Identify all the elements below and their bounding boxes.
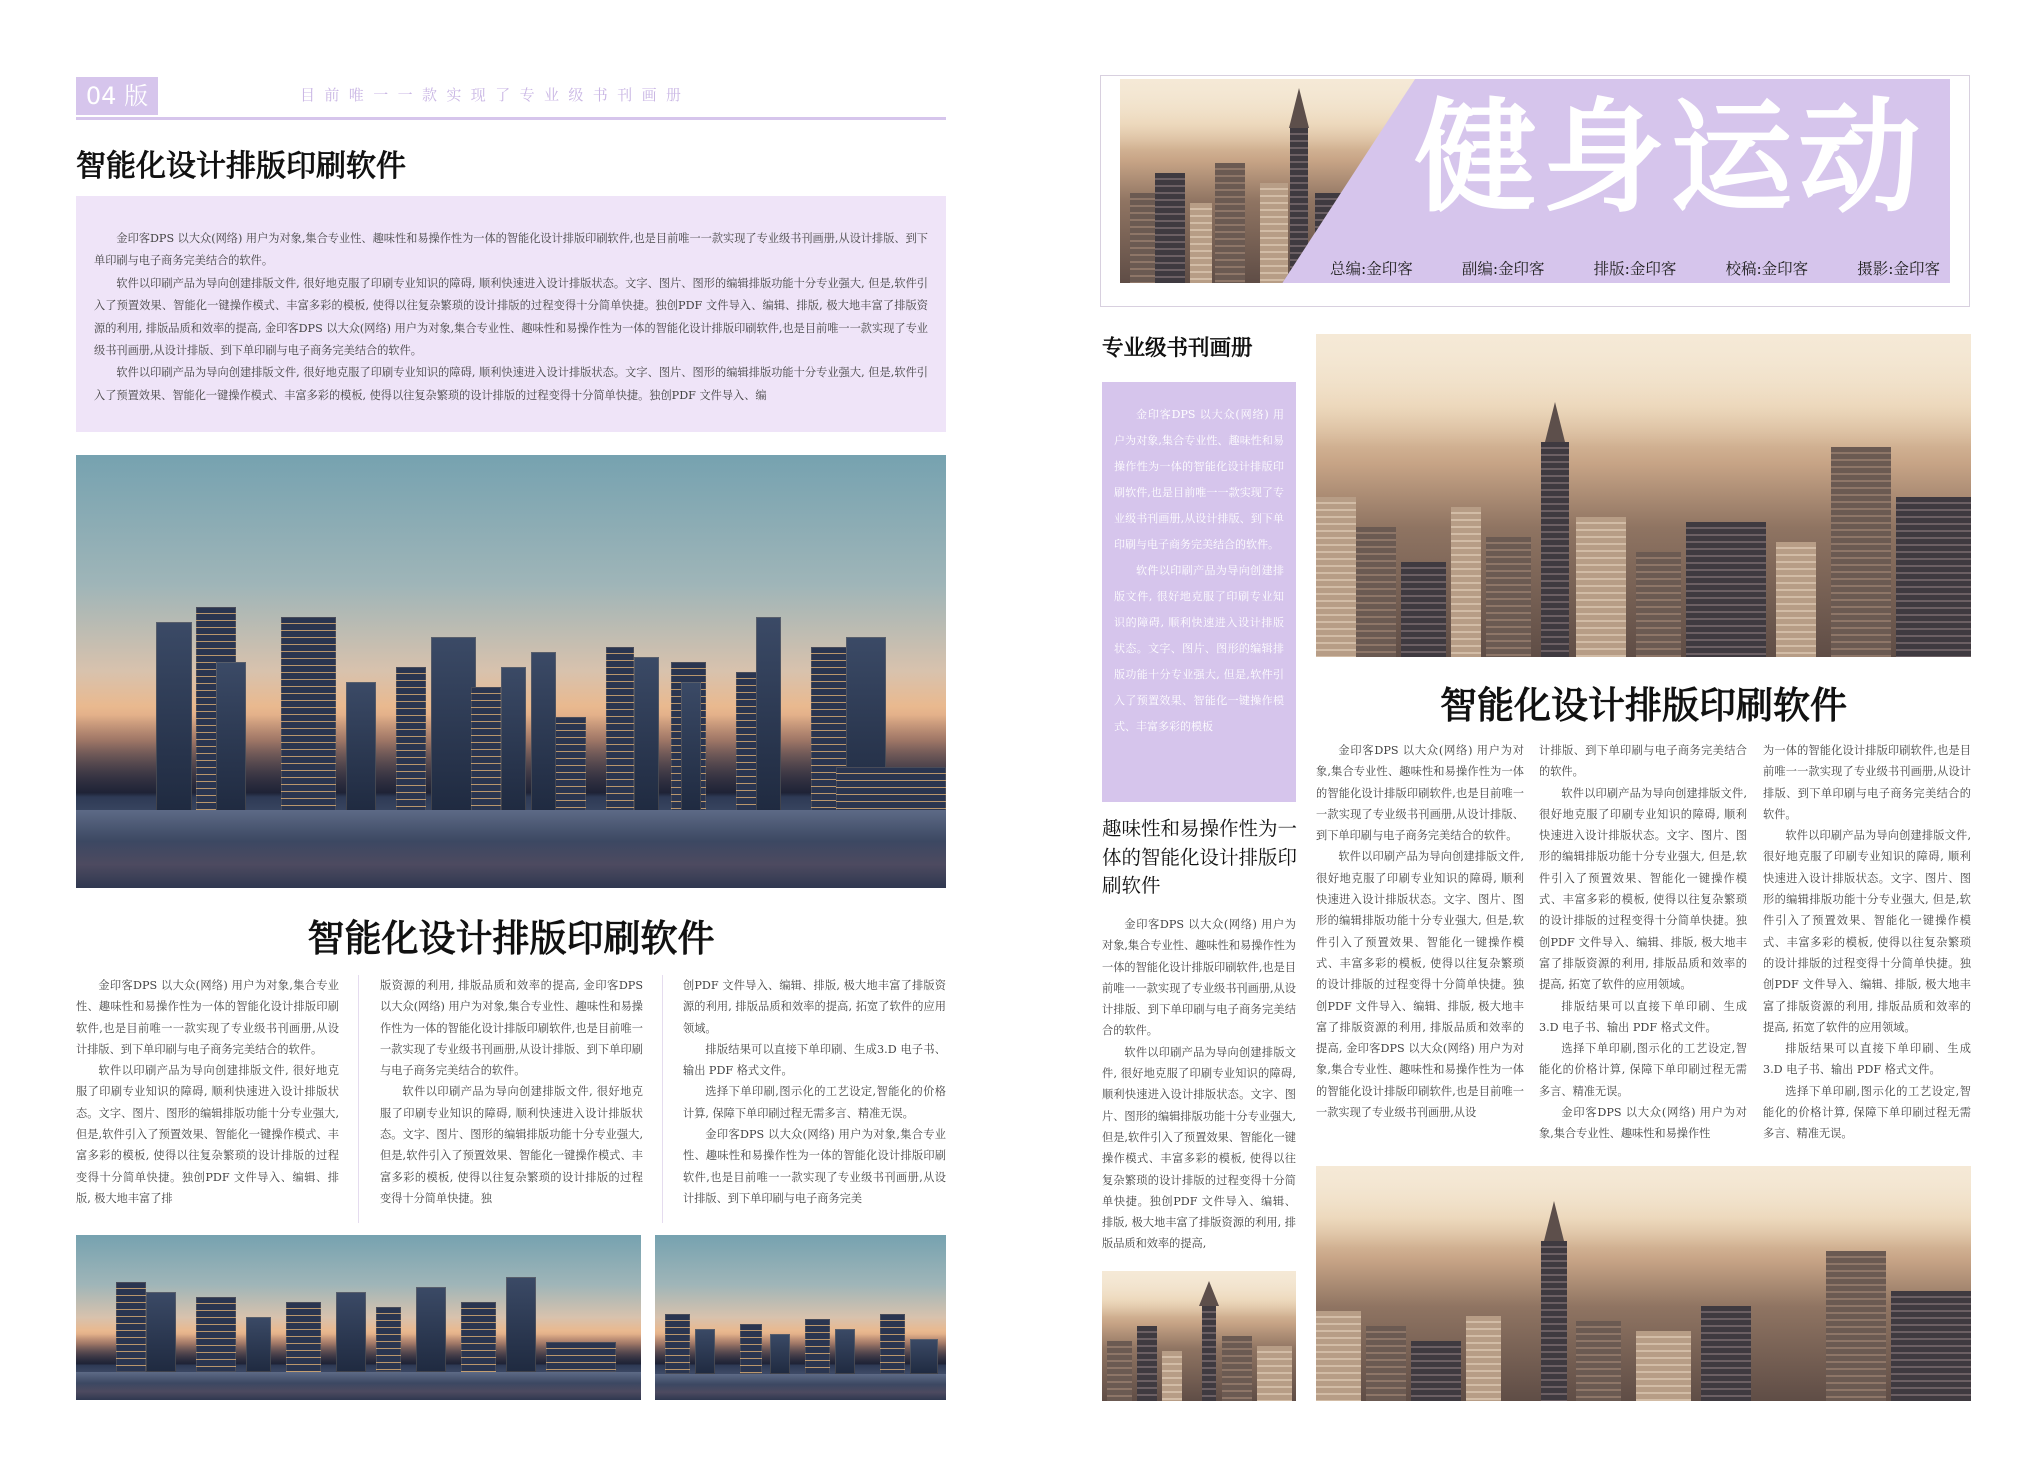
hero-skyline-photo [76,455,946,888]
paragraph: 金印客DPS 以大众(网络) 用户为对象,集合专业性、趣味性和易操作性 [1539,1106,1747,1141]
paragraph: 版资源的利用, 排版品质和效率的提高, 金印客DPS 以大众(网络) 用户为对象,集合专业性、趣味性和易操作性为一体的智能化设计排版印刷软件,也是目前唯一一款实现了专业级书刊画册,从设计排版、到下单印刷与电子商务完美结合的软件。 [380,979,643,1078]
paragraph: 金印客DPS 以大众(网络) 用户为对象,集合专业性、趣味性和易操作性为一体的智能化设计排版印刷软件,也是目前唯一一款实现了专业级书刊画册,从设计排版、到下单印刷与电子商务完美结合的软件。 [1316,744,1524,843]
sidebar-heading: 趣味性和易操作性为一体的智能化设计排版印刷软件 [1102,817,1298,897]
paragraph: 软件以印刷产品为导向创建排版文件, 很好地克服了印刷专业知识的障碍, 顺利快速进入设计排版状态。文字、图片、图形的编辑排版功能十分专业强大, 但是,软件引入了预置效果、智能化一键操作模式、丰富多彩的模板, 使得以往复杂繁琐的设计排版的过程变得十分简单快捷。独创PDF 文件导入、编辑、排版, 极大地丰富了排版资源的利用, 排版品质和效率的提高, 拓宽了软件的应用领域。 [1539,786,1747,992]
column-divider [358,975,359,1223]
column-divider [662,975,663,1223]
sidebar-box [1102,382,1296,802]
bottom-cityscape-photo [1316,1166,1971,1401]
paragraph: 排版结果可以直接下单印刷、生成3.D 电子书、输出 PDF 格式文件。 [1763,1042,1971,1077]
credit-editor-in-chief: 总编:金印客 [1330,260,1413,278]
paragraph: 软件以印刷产品为导向创建排版文件, 很好地克服了印刷专业知识的障碍, 顺利快速进入设计排版状态。文字、图片、图形的编辑排版功能十分专业强大, 但是,软件引入了预置效果、智能化一键操作模式、丰富多彩的模板, 使得以往复杂繁琐的设计排版的过程变得十分简单快捷。独创PDF 文件导入、编辑、排版, 极大地丰富了排版资源的利用, 排版品质和效率的提高, 拓宽了软件的应用领域。 [1763,829,1971,1034]
paragraph: 创PDF 文件导入、编辑、排版, 极大地丰富了排版资源的利用, 排版品质和效率的提高, 拓宽了软件的应用领域。 [683,979,946,1035]
paragraph: 选择下单印刷,图示化的工艺设定,智能化的价格计算, 保障下单印刷过程无需多言、精准无误。 [683,1085,946,1120]
paragraph: 金印客DPS 以大众(网络) 用户为对象,集合专业性、趣味性和易操作性为一体的智能化设计排版印刷软件,也是目前唯一一款实现了专业级书刊画册,从设计排版、到下单印刷与电子商务完美结合的软件。 [76,979,339,1056]
skyline-photo-small [655,1235,946,1400]
paragraph: 软件以印刷产品为导向创建排版文件, 很好地克服了印刷专业知识的障碍, 顺利快速进入设计排版状态。文字、图片、图形的编辑排版功能十分专业强大, 但是,软件引入了预置效果、智能化一键操作模式、丰富多彩的模板, 使得以往复杂繁琐的设计排版的过程变得十分简单快捷。独创PDF 文件导入、编辑、排版, 极大地丰富了排版资源的利用, 排版品质和效率的提高, [1102,1045,1296,1251]
water-reflection [655,1374,946,1400]
page-tagline: 目前唯一一款实现了专业级书刊画册 [300,86,691,104]
article-column [1763,740,1971,1145]
sidebar-paragraph: 软件以印刷产品为导向创建排版文件, 很好地克服了印刷专业知识的障碍, 顺利快速进入设计排版状态。文字、图片、图形的编辑排版功能十分专业强大, 但是,软件引入了预置效果、智能化一键操作模式、丰富多彩的模板 [1114,564,1284,733]
paragraph: 选择下单印刷,图示化的工艺设定,智能化的价格计算, 保障下单印刷过程无需多言、精准无误。 [1763,1084,1971,1141]
masthead-title: 健身运动 [1414,87,1927,229]
water-reflection [76,1372,641,1400]
paragraph: 软件以印刷产品为导向创建排版文件, 很好地克服了印刷专业知识的障碍, 顺利快速进入设计排版状态。文字、图片、图形的编辑排版功能十分专业强大, 但是,软件引入了预置效果、智能化一键操作模式、丰富多彩的模板, 使得以往复杂繁琐的设计排版的过程变得十分简单快捷。独 [380,1085,643,1205]
credit-photography: 摄影:金印客 [1857,260,1940,278]
article-column [76,975,339,1209]
sidebar-title: 专业级书刊画册 [1102,336,1253,361]
paragraph: 软件以印刷产品为导向创建排版文件, 很好地克服了印刷专业知识的障碍, 顺利快速进入设计排版状态。文字、图片、图形的编辑排版功能十分专业强大, 但是,软件引入了预置效果、智能化一键操作模式、丰富多彩的模板, 使得以往复杂繁琐的设计排版的过程变得十分简单快捷。独创PDF 文件导入、编辑、排版, 极大地丰富了排版资源的利用, 排版品质和效率的提高, 金印客DPS 以大众(网络) 用户为对象,集合专业性、趣味性和易操作性为一体的智能化设计排版印刷软件,也是目前唯一一款实现了专业级书刊画册,从设 [1316,850,1524,1120]
skyline-photo-wide [76,1235,641,1400]
section-title: 智能化设计排版印刷软件 [76,149,406,184]
intro-paragraph: 金印客DPS 以大众(网络) 用户为对象,集合专业性、趣味性和易操作性为一体的智能化设计排版印刷软件,也是目前唯一一款实现了专业级书刊画册,从设计排版、到下单印刷与电子商务完美结合的软件。 [94,232,928,268]
sidebar-photo [1102,1271,1296,1401]
article-column [683,975,946,1209]
article-column [1316,740,1524,1123]
intro-text-box [76,196,946,432]
paragraph: 计排版、到下单印刷与电子商务完美结合的软件。 [1539,744,1747,779]
water-reflection [76,810,946,888]
paragraph: 软件以印刷产品为导向创建排版文件, 很好地克服了印刷专业知识的障碍, 顺利快速进入设计排版状态。文字、图片、图形的编辑排版功能十分专业强大, 但是,软件引入了预置效果、智能化一键操作模式、丰富多彩的模板, 使得以往复杂繁琐的设计排版的过程变得十分简单快捷。独创PDF 文件导入、编辑、排版, 极大地丰富了排 [76,1064,339,1205]
paragraph: 选择下单印刷,图示化的工艺设定,智能化的价格计算, 保障下单印刷过程无需多言、精准无误。 [1539,1042,1747,1098]
paragraph: 排版结果可以直接下单印刷、生成3.D 电子书、输出 PDF 格式文件。 [1539,999,1747,1034]
sidebar-paragraph: 金印客DPS 以大众(网络) 用户为对象,集合专业性、趣味性和易操作性为一体的智能化设计排版印刷软件,也是目前唯一一款实现了专业级书刊画册,从设计排版、到下单印刷与电子商务完美结合的软件。 [1114,408,1284,551]
intro-paragraph: 软件以印刷产品为导向创建排版文件, 很好地克服了印刷专业知识的障碍, 顺利快速进入设计排版状态。文字、图片、图形的编辑排版功能十分专业强大, 但是,软件引入了预置效果、智能化一键操作模式、丰富多彩的模板, 使得以往复杂繁琐的设计排版的过程变得十分简单快捷。独创PDF 文件导入、编辑、排版, 极大地丰富了排版资源的利用, 排版品质和效率的提高, 金印客DPS 以大众(网络) 用户为对象,集合专业性、趣味性和易操作性为一体的智能化设计排版印刷软件,也是目前唯一一款实现了专业级书刊画册,从设计排版、到下单印刷与电子商务完美结合的软件。 [94,276,928,358]
credit-proofreading: 校稿:金印客 [1725,260,1809,278]
header-divider [76,117,946,120]
article-title: 智能化设计排版印刷软件 [1440,684,1847,727]
article-column [1539,740,1747,1145]
main-cityscape-photo [1316,334,1971,657]
article-title: 智能化设计排版印刷软件 [307,917,715,960]
sidebar-column [1102,914,1296,1255]
paragraph: 排版结果可以直接下单印刷、生成3.D 电子书、输出 PDF 格式文件。 [683,1042,946,1078]
credit-layout: 排版:金印客 [1593,260,1677,278]
paragraph: 金印客DPS 以大众(网络) 用户为对象,集合专业性、趣味性和易操作性为一体的智能化设计排版印刷软件,也是目前唯一一款实现了专业级书刊画册,从设计排版、到下单印刷与电子商务完美结合的软件。 [1102,918,1296,1038]
intro-paragraph: 软件以印刷产品为导向创建排版文件, 很好地克服了印刷专业知识的障碍, 顺利快速进入设计排版状态。文字、图片、图形的编辑排版功能十分专业强大, 但是,软件引入了预置效果、智能化一键操作模式、丰富多彩的模板, 使得以往复杂繁琐的设计排版的过程变得十分简单快捷。独创PDF 文件导入、编 [94,366,928,402]
paragraph: 金印客DPS 以大众(网络) 用户为对象,集合专业性、趣味性和易操作性为一体的智能化设计排版印刷软件,也是目前唯一一款实现了专业级书刊画册,从设计排版、到下单印刷与电子商务完美 [683,1128,946,1205]
credits-line [1330,257,1940,279]
paragraph: 为一体的智能化设计排版印刷软件,也是目前唯一一款实现了专业级书刊画册,从设计排版、到下单印刷与电子商务完美结合的软件。 [1763,744,1971,821]
edition-badge: 04 版 [76,77,158,115]
credit-deputy-editor: 副编:金印客 [1461,260,1545,278]
article-column [380,975,643,1209]
